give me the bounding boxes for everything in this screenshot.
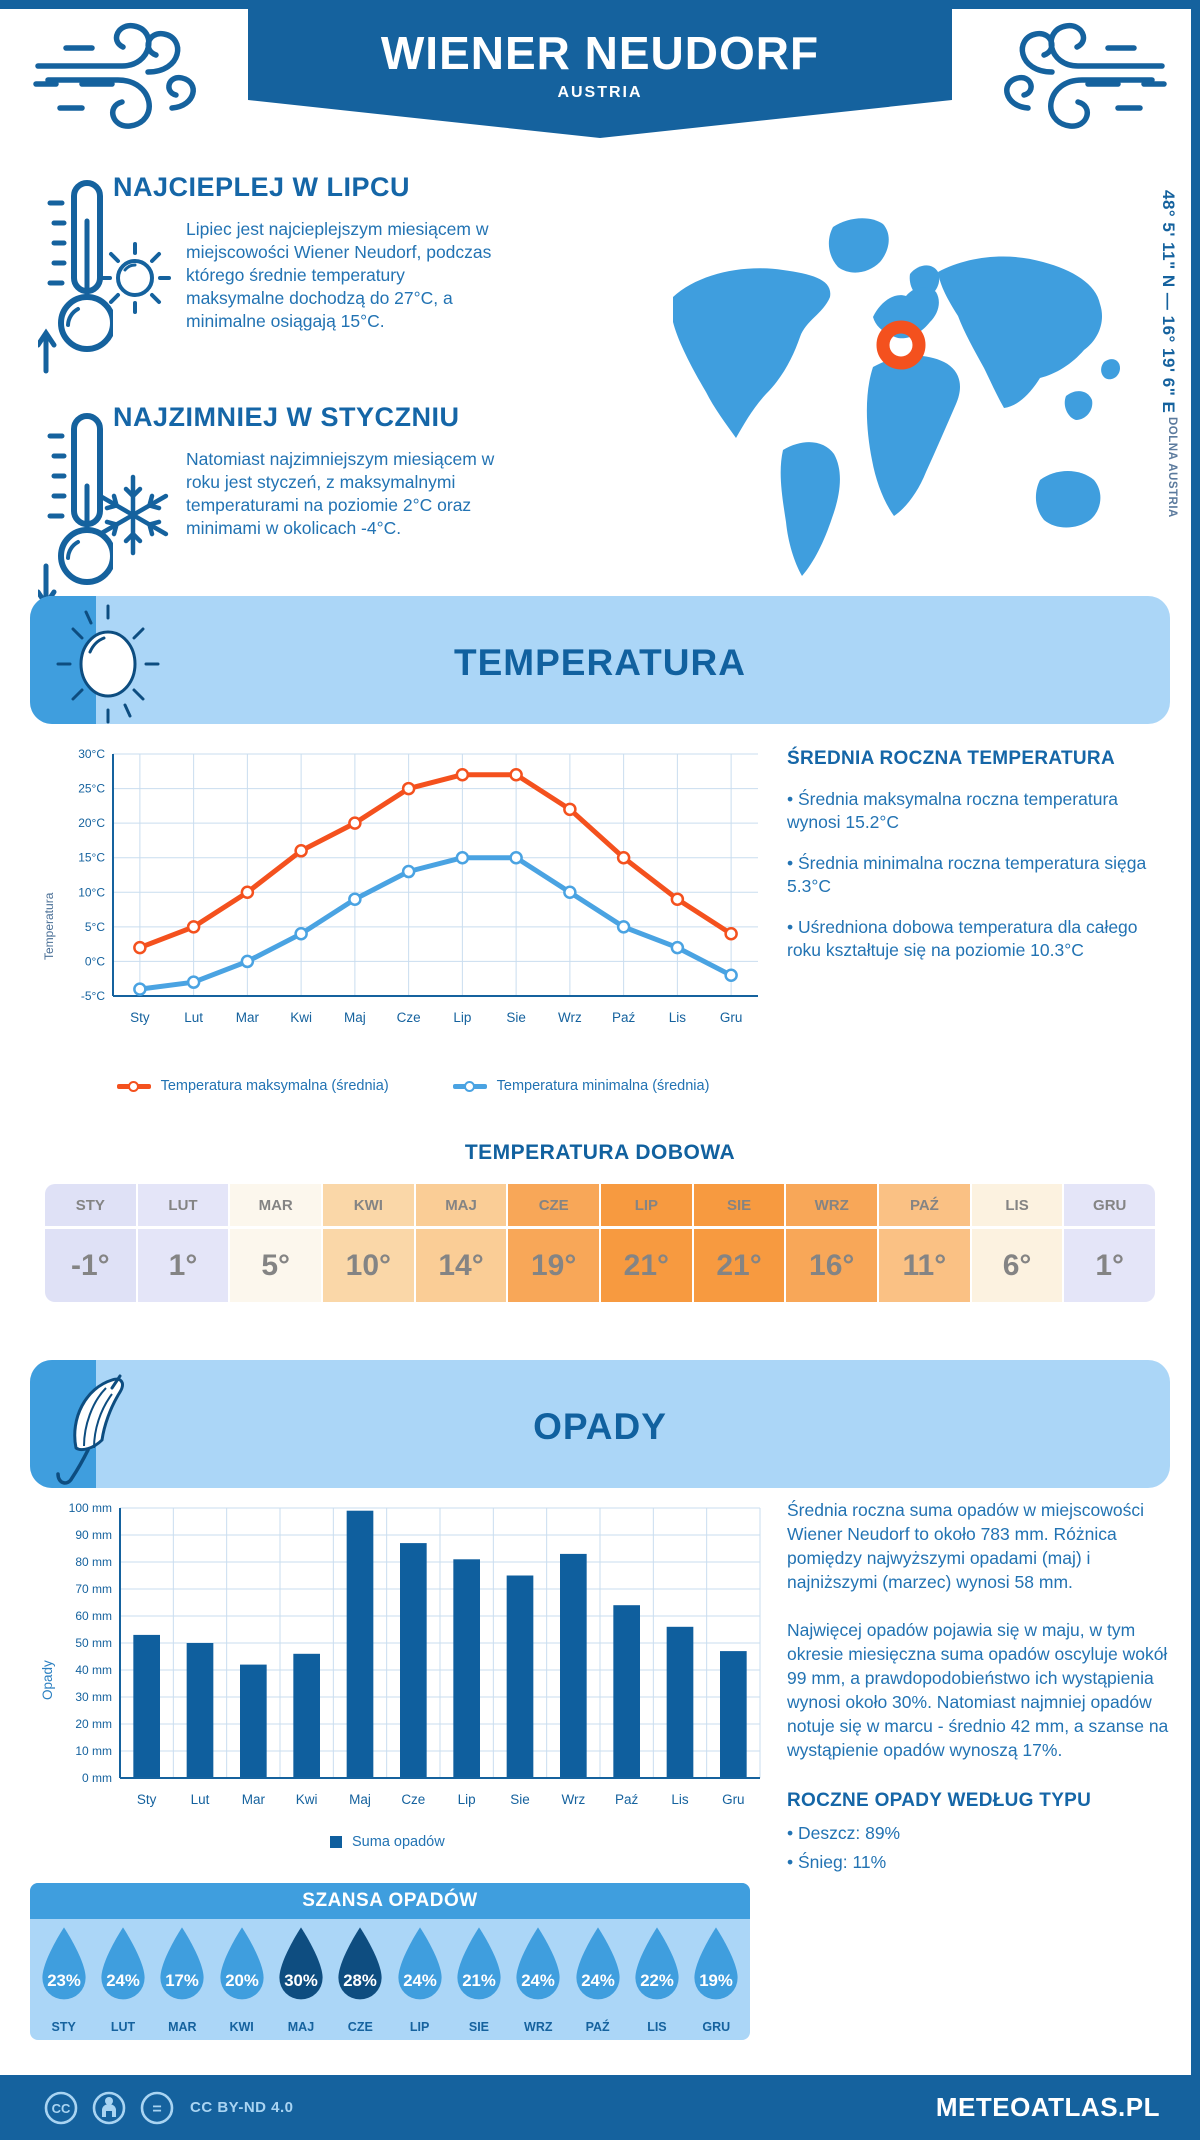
svg-text:24%: 24%	[580, 1970, 615, 1990]
daily-temp-month: KWI	[323, 1184, 414, 1229]
daily-temp-cell	[416, 1184, 509, 1302]
daily-temp-value: 14°	[438, 1248, 484, 1282]
svg-text:30°C: 30°C	[78, 747, 105, 761]
raindrop-icon	[570, 1925, 626, 2013]
daily-temp-value: 21°	[716, 1248, 762, 1282]
svg-text:24%: 24%	[106, 1970, 140, 1990]
daily-temp-cell	[786, 1184, 879, 1302]
rain-chance-month: LIS	[647, 2020, 667, 2034]
temp-chart-legend	[58, 1078, 768, 1094]
highlight-warmest-text: Lipiec jest najcieplejszym miesiącem w miejscowości Wiener Neudorf, podczas którego średnie temperatury maksymalne dochodzą do 27°C, a minimalne osiągają 15°C.	[186, 219, 492, 331]
daily-temp-value: -1°	[71, 1248, 110, 1282]
daily-temp-cell	[230, 1184, 323, 1302]
rain-chance-drop	[154, 1925, 210, 2034]
highlight-coldest-title: NAJZIMNIEJ W STYCZNIU	[113, 402, 460, 432]
daily-temp-month: MAR	[230, 1184, 321, 1229]
raindrop-icon	[629, 1925, 685, 2013]
rain-chance-drop	[273, 1925, 329, 2034]
daily-temp-month: WRZ	[786, 1184, 877, 1229]
daily-temp-month: MAJ	[416, 1184, 507, 1229]
annual-temp-bullet: • Średnia maksymalna roczna temperatura wynosi 15.2°C	[787, 788, 1165, 834]
temp-chart-ylabel: Temperatura	[42, 892, 56, 960]
temperature-section-title: TEMPERATURA	[454, 642, 746, 683]
svg-text:Sie: Sie	[510, 1792, 530, 1807]
rain-chance-drop	[36, 1925, 92, 2034]
svg-text:24%: 24%	[521, 1970, 556, 1990]
svg-text:30 mm: 30 mm	[75, 1690, 112, 1704]
svg-text:Kwi: Kwi	[295, 1792, 318, 1807]
rain-chance-drop	[214, 1925, 270, 2034]
svg-text:80 mm: 80 mm	[75, 1555, 112, 1569]
precipitation-section-banner	[30, 1360, 1170, 1488]
raindrop-icon	[451, 1925, 507, 2013]
daily-temp-cell	[508, 1184, 601, 1302]
annual-temp-bullet: • Średnia minimalna roczna temperatura sięga 5.3°C	[787, 852, 1165, 898]
raindrop-icon	[36, 1925, 92, 2013]
rain-chance-drop	[332, 1925, 388, 2034]
daily-temp-cell	[323, 1184, 416, 1302]
svg-text:Sty: Sty	[136, 1792, 157, 1807]
rain-chance-drop	[95, 1925, 151, 2034]
precipitation-bar-chart	[58, 1494, 768, 1824]
world-map	[648, 182, 1130, 582]
precip-type-rain: • Deszcz: 89%	[787, 1822, 1169, 1845]
svg-text:21%: 21%	[462, 1970, 496, 1990]
svg-text:=: =	[152, 2100, 162, 2118]
svg-text:22%: 22%	[640, 1970, 674, 1990]
legend-min-label: Temperatura minimalna (średnia)	[496, 1078, 710, 1094]
svg-text:Gru: Gru	[719, 1010, 743, 1025]
daily-temp-value: 21°	[623, 1248, 670, 1282]
daily-temp-value: 5°	[261, 1248, 291, 1282]
raindrop-icon	[510, 1925, 566, 2013]
svg-text:19%: 19%	[699, 1970, 734, 1990]
highlight-coldest-text: Natomiast najzimniejszym miesiącem w roku jest styczeń, z maksymalnymi temperaturami na poziomie 2°C oraz minimami w okolicach -4°C.	[186, 449, 495, 538]
svg-text:17%: 17%	[165, 1970, 200, 1990]
license-label: CC BY-ND 4.0	[190, 2099, 294, 2116]
daily-temp-cell	[45, 1184, 138, 1302]
geo-coordinates: 48° 5' 11" N — 16° 19' 6" E	[1159, 190, 1178, 414]
raindrop-icon	[273, 1925, 329, 2013]
rain-chance-month: STY	[51, 2020, 76, 2034]
daily-temp-month: STY	[45, 1184, 136, 1229]
rain-chance-month: LUT	[110, 2020, 136, 2034]
svg-text:Sty: Sty	[130, 1010, 150, 1025]
svg-text:Lip: Lip	[457, 1792, 476, 1807]
daily-temp-month: LUT	[138, 1184, 229, 1229]
svg-text:Kwi: Kwi	[290, 1010, 313, 1025]
temperature-section-banner	[30, 596, 1170, 724]
wind-icon	[980, 14, 1170, 139]
snowflake-icon	[88, 470, 178, 560]
svg-text:70 mm: 70 mm	[75, 1582, 112, 1596]
page-title: WIENER NEUDORF	[380, 27, 820, 79]
rain-chance-drop	[629, 1925, 685, 2034]
rain-chance-heading: SZANSA OPADÓW	[30, 1883, 750, 1919]
daily-temp-month: CZE	[508, 1184, 599, 1229]
rain-chance-month: MAJ	[287, 2020, 315, 2034]
daily-temp-month: GRU	[1064, 1184, 1155, 1229]
svg-text:Lip: Lip	[453, 1010, 472, 1025]
svg-text:Wrz: Wrz	[558, 1010, 582, 1025]
precip-paragraph-1: Średnia roczna suma opadów w miejscowości Wiener Neudorf to około 783 mm. Różnica pomiędzy najwyższymi opadami (maj) i najniższymi (marzec) wynosi 58 mm.	[787, 1500, 1144, 1592]
rain-chance-drop	[688, 1925, 744, 2034]
svg-text:60 mm: 60 mm	[75, 1609, 112, 1623]
svg-text:20%: 20%	[224, 1970, 259, 1990]
legend-item-min	[453, 1078, 710, 1094]
svg-text:Lis: Lis	[671, 1792, 689, 1807]
precip-type-snow: • Śnieg: 11%	[787, 1851, 1169, 1874]
precipitation-text-panel	[787, 1498, 1169, 1874]
svg-text:15°C: 15°C	[78, 850, 105, 865]
site-label: METEOATLAS.PL	[935, 2092, 1160, 2122]
raindrop-icon	[392, 1925, 448, 2013]
svg-text:Gru: Gru	[722, 1792, 745, 1807]
daily-temp-value: 6°	[1002, 1248, 1032, 1282]
coordinates	[1158, 190, 1178, 610]
region-label: DOLNA AUSTRIA	[1166, 417, 1178, 519]
location-marker	[883, 327, 919, 363]
precipitation-section-title: OPADY	[533, 1406, 667, 1447]
svg-text:40 mm: 40 mm	[75, 1663, 112, 1677]
svg-text:25°C: 25°C	[78, 781, 105, 796]
svg-text:Lut: Lut	[184, 1010, 204, 1025]
right-border	[1191, 0, 1200, 2140]
daily-temp-value: 16°	[809, 1248, 855, 1282]
svg-text:Mar: Mar	[235, 1010, 259, 1025]
rain-chance-drop	[570, 1925, 626, 2034]
annual-temp-heading: ŚREDNIA ROCZNA TEMPERATURA	[787, 748, 1115, 769]
rain-chance-month: WRZ	[524, 2020, 553, 2034]
svg-text:28%: 28%	[343, 1970, 378, 1990]
svg-text:Maj: Maj	[343, 1010, 366, 1025]
cc-license-icons	[42, 2088, 178, 2128]
temperature-line-chart	[58, 742, 768, 1042]
raindrop-icon	[332, 1925, 388, 2013]
rain-chance-month: MAR	[168, 2020, 197, 2034]
svg-text:0 mm: 0 mm	[82, 1771, 112, 1785]
daily-temp-cell	[694, 1184, 787, 1302]
raindrop-icon	[688, 1925, 744, 2013]
daily-temp-cell	[972, 1184, 1065, 1302]
daily-temp-cell	[879, 1184, 972, 1302]
svg-text:Mar: Mar	[241, 1792, 265, 1807]
precip-paragraph-2: Najwięcej opadów pojawia się w maju, w tym okresie miesięczna suma opadów oscyluje wokół 99 mm, a prawdopodobieństwo ich wystąpienia wynosi około 30%. Natomiast najmniej opadów notuje się w marcu - średnio 42 mm, a szanse na wystąpienie opadów wynoszą 17%.	[787, 1620, 1169, 1760]
page-subtitle: AUSTRIA	[557, 84, 643, 101]
legend-item-max	[117, 1078, 389, 1094]
svg-text:0°C: 0°C	[84, 954, 105, 969]
svg-text:Wrz: Wrz	[561, 1792, 586, 1807]
svg-text:20 mm: 20 mm	[75, 1717, 112, 1731]
highlight-warmest-title: NAJCIEPLEJ W LIPCU	[113, 172, 411, 202]
annual-temp-bullet: • Uśredniona dobowa temperatura dla całego roku kształtuje się na poziomie 10.3°C	[787, 916, 1165, 962]
precip-type-heading: ROCZNE OPADY WEDŁUG TYPU	[787, 1790, 1092, 1811]
svg-text:Paź: Paź	[615, 1792, 639, 1807]
daily-temp-value: 1°	[1095, 1248, 1125, 1282]
raindrop-icon	[154, 1925, 210, 2013]
rain-chance-month: KWI	[229, 2020, 254, 2034]
cc-person-icon	[102, 2097, 116, 2117]
svg-text:Maj: Maj	[349, 1792, 371, 1807]
precip-chart-legend	[330, 1834, 445, 1850]
rain-chance-drop	[510, 1925, 566, 2034]
rain-chance-drop	[451, 1925, 507, 2034]
daily-temp-table	[45, 1184, 1155, 1302]
rain-chance-panel	[30, 1883, 750, 2040]
daily-temp-value: 1°	[168, 1248, 198, 1282]
rain-chance-month: LIP	[409, 2020, 430, 2034]
legend-max-swatch	[117, 1084, 151, 1089]
svg-text:CC: CC	[51, 2100, 71, 2116]
svg-text:Sie: Sie	[506, 1010, 526, 1025]
svg-text:50 mm: 50 mm	[75, 1636, 112, 1650]
daily-temp-value: 11°	[902, 1248, 947, 1282]
rain-chance-drops	[30, 1919, 750, 2034]
svg-text:Cze: Cze	[396, 1010, 421, 1025]
daily-temp-month: SIE	[694, 1184, 785, 1229]
svg-text:23%: 23%	[46, 1970, 81, 1990]
legend-precip-swatch	[330, 1836, 342, 1848]
daily-temp-month: LIS	[972, 1184, 1063, 1229]
daily-temp-month: LIP	[601, 1184, 692, 1229]
raindrop-icon	[214, 1925, 270, 2013]
daily-temp-cell	[138, 1184, 231, 1302]
svg-text:30%: 30%	[284, 1970, 318, 1990]
footer	[0, 2075, 1200, 2140]
legend-max-label: Temperatura maksymalna (średnia)	[160, 1078, 389, 1094]
legend-min-swatch	[453, 1084, 487, 1089]
rain-chance-month: CZE	[347, 2020, 373, 2034]
daily-temp-cell	[1064, 1184, 1155, 1302]
raindrop-icon	[95, 1925, 151, 2013]
svg-text:24%: 24%	[402, 1970, 437, 1990]
legend-precip-label: Suma opadów	[352, 1834, 445, 1850]
svg-text:-5°C: -5°C	[80, 989, 105, 1003]
svg-text:10°C: 10°C	[78, 885, 105, 900]
daily-temp-month: PAŹ	[879, 1184, 970, 1229]
rain-chance-month: GRU	[702, 2020, 731, 2034]
precip-chart-ylabel: Opady	[40, 1660, 55, 1700]
svg-text:5°C: 5°C	[84, 919, 105, 934]
rain-chance-month: PAŹ	[585, 2020, 610, 2034]
rain-chance-month: SIE	[468, 2020, 490, 2034]
svg-text:Lis: Lis	[668, 1010, 687, 1025]
svg-text:Cze: Cze	[401, 1792, 426, 1807]
daily-temp-value: 10°	[345, 1248, 392, 1282]
daily-temp-value: 19°	[531, 1248, 577, 1282]
svg-text:90 mm: 90 mm	[75, 1528, 112, 1542]
daily-temp-cell	[601, 1184, 694, 1302]
svg-text:100 mm: 100 mm	[68, 1501, 112, 1515]
sun-icon	[95, 238, 175, 318]
svg-text:10 mm: 10 mm	[75, 1744, 112, 1758]
wind-icon	[30, 14, 220, 139]
svg-text:20°C: 20°C	[78, 816, 105, 831]
svg-text:Lut: Lut	[190, 1792, 210, 1807]
svg-text:Paź: Paź	[611, 1010, 636, 1025]
daily-temp-heading: TEMPERATURA DOBOWA	[464, 1141, 736, 1164]
annual-temperature-panel	[787, 748, 1165, 962]
rain-chance-drop	[392, 1925, 448, 2034]
